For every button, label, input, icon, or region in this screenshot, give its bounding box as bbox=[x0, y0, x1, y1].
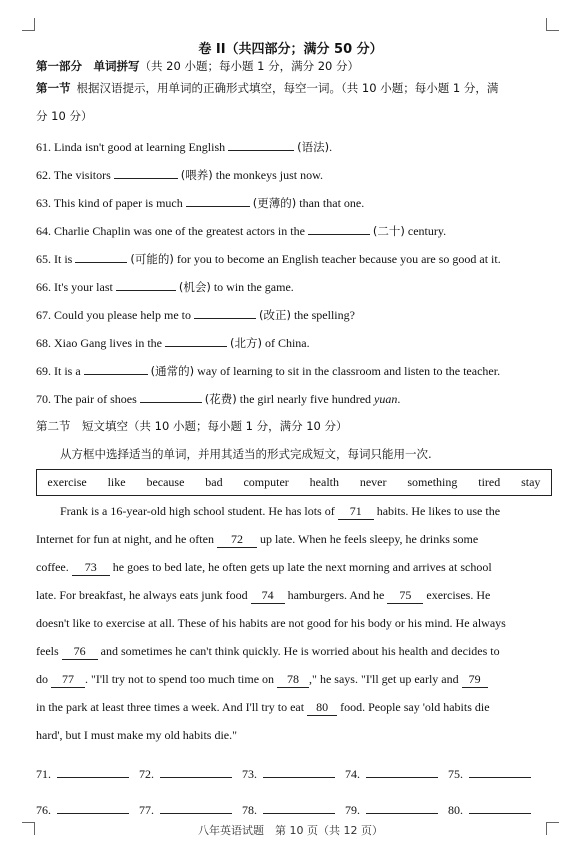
section1-heading: 第一节 bbox=[36, 81, 71, 95]
question-text-end: to win the game. bbox=[210, 280, 294, 294]
chinese-hint: (北方) bbox=[229, 336, 262, 350]
passage-text: in the park at least three times a week. And I'll try to eat bbox=[36, 700, 308, 714]
answer-line[interactable] bbox=[469, 766, 531, 778]
section1-instruction-cont bbox=[36, 108, 92, 124]
chinese-hint: (通常的) bbox=[150, 364, 195, 378]
answer-line[interactable] bbox=[160, 802, 232, 814]
passage-line-7 bbox=[36, 672, 539, 688]
passage-text: hard', but I must make my old habits die." bbox=[36, 728, 238, 742]
answer-number: 73. bbox=[242, 767, 257, 781]
crop-mark-top-left bbox=[22, 18, 35, 31]
passage-line-6 bbox=[36, 644, 539, 660]
question-text-end: of China. bbox=[261, 336, 310, 350]
passage-text: habits. He likes to use the bbox=[373, 504, 501, 518]
word-box-item: stay bbox=[521, 475, 541, 489]
passage-blank-72[interactable]: 72 bbox=[217, 532, 257, 548]
section2-instr: 从方框中选择适当的单词，并用其适当的形式完成短文，每词只能用一次. bbox=[60, 447, 432, 461]
question-text: 69. It is a bbox=[36, 364, 84, 378]
answer-blank[interactable] bbox=[308, 222, 370, 235]
currency-word: yuan bbox=[374, 392, 398, 406]
part1-header bbox=[36, 58, 359, 74]
question-70 bbox=[36, 390, 400, 407]
passage-blank-74[interactable]: 74 bbox=[251, 588, 285, 604]
question-64 bbox=[36, 222, 446, 239]
section1-instruction bbox=[36, 80, 498, 96]
question-text-end: the girl nearly five hundred bbox=[236, 392, 375, 406]
section2-header bbox=[36, 418, 348, 434]
answer-slot[interactable] bbox=[36, 766, 129, 782]
answer-slot[interactable] bbox=[139, 802, 232, 818]
question-68 bbox=[36, 334, 310, 351]
answer-line[interactable] bbox=[160, 766, 232, 778]
passage-line-1 bbox=[60, 504, 540, 520]
passage-text: late. For breakfast, he always eats junk food bbox=[36, 588, 251, 602]
passage-text: ," he says. "I'll get up early and bbox=[309, 672, 462, 686]
word-box-item: computer bbox=[243, 475, 289, 489]
answer-blank[interactable] bbox=[114, 166, 178, 179]
passage-line-2 bbox=[36, 532, 539, 548]
answer-number: 76. bbox=[36, 803, 51, 817]
part1-heading: 第一部分 单词拼写 bbox=[36, 59, 140, 73]
answer-slot[interactable] bbox=[242, 802, 335, 818]
passage-blank-77[interactable]: 77 bbox=[51, 672, 85, 688]
passage-text: hamburgers. And he bbox=[284, 588, 388, 602]
passage-blank-71[interactable]: 71 bbox=[338, 504, 374, 520]
answer-blank[interactable] bbox=[75, 250, 127, 263]
chinese-hint: (改正) bbox=[258, 308, 291, 322]
question-text: 67. Could you please help me to bbox=[36, 308, 194, 322]
passage-text: feels bbox=[36, 644, 62, 658]
passage-blank-79[interactable]: 79 bbox=[462, 672, 488, 688]
word-box-item: because bbox=[146, 475, 185, 489]
answer-line[interactable] bbox=[57, 766, 129, 778]
question-text: 65. It is bbox=[36, 252, 76, 266]
question-text: 70. The pair of shoes bbox=[36, 392, 140, 406]
passage-text: up late. When he feels sleepy, he drinks some bbox=[256, 532, 479, 546]
answer-blank[interactable] bbox=[140, 390, 202, 403]
passage-text: do bbox=[36, 672, 51, 686]
answer-blank[interactable] bbox=[228, 138, 294, 151]
passage-text: and sometimes he can't think quickly. He is worried about his health and decides to bbox=[97, 644, 500, 658]
answer-slot[interactable] bbox=[139, 766, 232, 782]
answer-line[interactable] bbox=[263, 766, 335, 778]
answer-line[interactable] bbox=[263, 802, 335, 814]
answer-number: 79. bbox=[345, 803, 360, 817]
question-text: 62. The visitors bbox=[36, 168, 114, 182]
question-text-end: . bbox=[329, 140, 333, 154]
chinese-hint: (可能的) bbox=[130, 252, 174, 266]
answer-slot[interactable] bbox=[448, 802, 531, 818]
answer-number: 74. bbox=[345, 767, 360, 781]
passage-text: Internet for fun at night, and he often bbox=[36, 532, 217, 546]
word-box-item: never bbox=[359, 475, 387, 489]
answer-number: 77. bbox=[139, 803, 154, 817]
passage-text: Frank is a 16-year-old high school student. He has lots of bbox=[60, 504, 338, 518]
question-text-end: way of learning to sit in the classroom and listen to the teacher. bbox=[194, 364, 501, 378]
section1-instr-1: 根据汉语提示，用单词的正确形式填空，每空一词。（共 10 小题；每小题 1 分，满 bbox=[76, 81, 499, 95]
passage-blank-75[interactable]: 75 bbox=[387, 588, 423, 604]
word-box-item: exercise bbox=[47, 475, 87, 489]
answer-blank[interactable] bbox=[116, 278, 176, 291]
answer-number: 72. bbox=[139, 767, 154, 781]
passage-line-8 bbox=[36, 700, 539, 716]
answer-slot[interactable] bbox=[448, 766, 531, 782]
answer-line[interactable] bbox=[366, 766, 438, 778]
word-box-item: health bbox=[309, 475, 339, 489]
question-text-end: century. bbox=[404, 224, 447, 238]
passage-text: food. People say 'old habits die bbox=[337, 700, 490, 714]
section2-instruction bbox=[60, 446, 432, 462]
question-text-end: for you to become an English teacher because you are so good at it. bbox=[173, 252, 501, 266]
passage-text: doesn't like to exercise at all. These of his habits are not good for his body or his mind. He always bbox=[36, 616, 506, 630]
question-67 bbox=[36, 306, 355, 323]
question-63 bbox=[36, 194, 364, 211]
part1-note: （共 20 小题；每小题 1 分，满分 20 分） bbox=[139, 59, 360, 73]
chinese-hint: (语法) bbox=[297, 140, 330, 154]
section2-heading: 第二节 短文填空（共 10 小题；每小题 1 分，满分 10 分） bbox=[36, 419, 348, 433]
paper-title: 卷 II（共四部分；满分 50 分） bbox=[198, 42, 383, 57]
answer-number: 71. bbox=[36, 767, 51, 781]
answer-blank[interactable] bbox=[186, 194, 250, 207]
chinese-hint: (喂养) bbox=[180, 168, 213, 182]
question-65 bbox=[36, 250, 501, 267]
question-69 bbox=[36, 362, 500, 379]
question-66 bbox=[36, 278, 294, 295]
answer-number: 75. bbox=[448, 767, 463, 781]
passage-line-3 bbox=[36, 560, 539, 576]
question-text: 64. Charlie Chaplin was one of the greatest actors in the bbox=[36, 224, 308, 238]
answer-slot[interactable] bbox=[242, 766, 335, 782]
answer-number: 80. bbox=[448, 803, 463, 817]
passage-line-9 bbox=[36, 728, 539, 743]
answer-slot[interactable] bbox=[345, 766, 438, 782]
word-box-item: tired bbox=[478, 475, 501, 489]
page-footer: 八年英语试题 第 10 页（共 12 页） bbox=[198, 824, 383, 837]
word-box-item: something bbox=[407, 475, 458, 489]
answer-blank[interactable] bbox=[84, 362, 148, 375]
passage-blank-80[interactable]: 80 bbox=[307, 700, 337, 716]
chinese-hint: (机会) bbox=[178, 280, 211, 294]
answer-slot[interactable] bbox=[36, 802, 129, 818]
answer-line[interactable] bbox=[366, 802, 438, 814]
question-text: 61. Linda isn't good at learning English bbox=[36, 140, 229, 154]
passage-text: he goes to bed late, he often gets up late the next morning and arrives at school bbox=[109, 560, 492, 574]
chinese-hint: (更薄的) bbox=[252, 196, 297, 210]
chinese-hint: (二十) bbox=[372, 224, 405, 238]
word-box-item: like bbox=[107, 475, 126, 489]
question-text-end: the spelling? bbox=[290, 308, 355, 322]
passage-line-5 bbox=[36, 616, 539, 631]
passage-blank-73[interactable]: 73 bbox=[72, 560, 110, 576]
answer-blank[interactable] bbox=[194, 306, 256, 319]
question-text: 66. It's your last bbox=[36, 280, 116, 294]
answer-slot[interactable] bbox=[345, 802, 438, 818]
question-text: 63. This kind of paper is much bbox=[36, 196, 186, 210]
question-text-end: . bbox=[397, 392, 401, 406]
answer-line[interactable] bbox=[57, 802, 129, 814]
word-box bbox=[36, 469, 552, 496]
passage-text: exercises. He bbox=[423, 588, 491, 602]
passage-line-4 bbox=[36, 588, 539, 604]
passage-blank-78[interactable]: 78 bbox=[277, 672, 309, 688]
word-box-item: bad bbox=[205, 475, 223, 489]
passage-text: . "I'll try not to spend too much time on bbox=[85, 672, 278, 686]
passage-blank-76[interactable]: 76 bbox=[62, 644, 98, 660]
chinese-hint: (花费) bbox=[204, 392, 237, 406]
answer-line[interactable] bbox=[469, 802, 531, 814]
question-text-end: the monkeys just now. bbox=[212, 168, 323, 182]
passage-text: coffee. bbox=[36, 560, 72, 574]
question-text: 68. Xiao Gang lives in the bbox=[36, 336, 165, 350]
answer-blank[interactable] bbox=[165, 334, 227, 347]
question-62 bbox=[36, 166, 323, 183]
question-text-end: than that one. bbox=[296, 196, 365, 210]
section1-instr-2: 分 10 分） bbox=[36, 109, 93, 123]
crop-mark-top-right bbox=[546, 18, 559, 31]
question-61 bbox=[36, 138, 332, 155]
answer-number: 78. bbox=[242, 803, 257, 817]
